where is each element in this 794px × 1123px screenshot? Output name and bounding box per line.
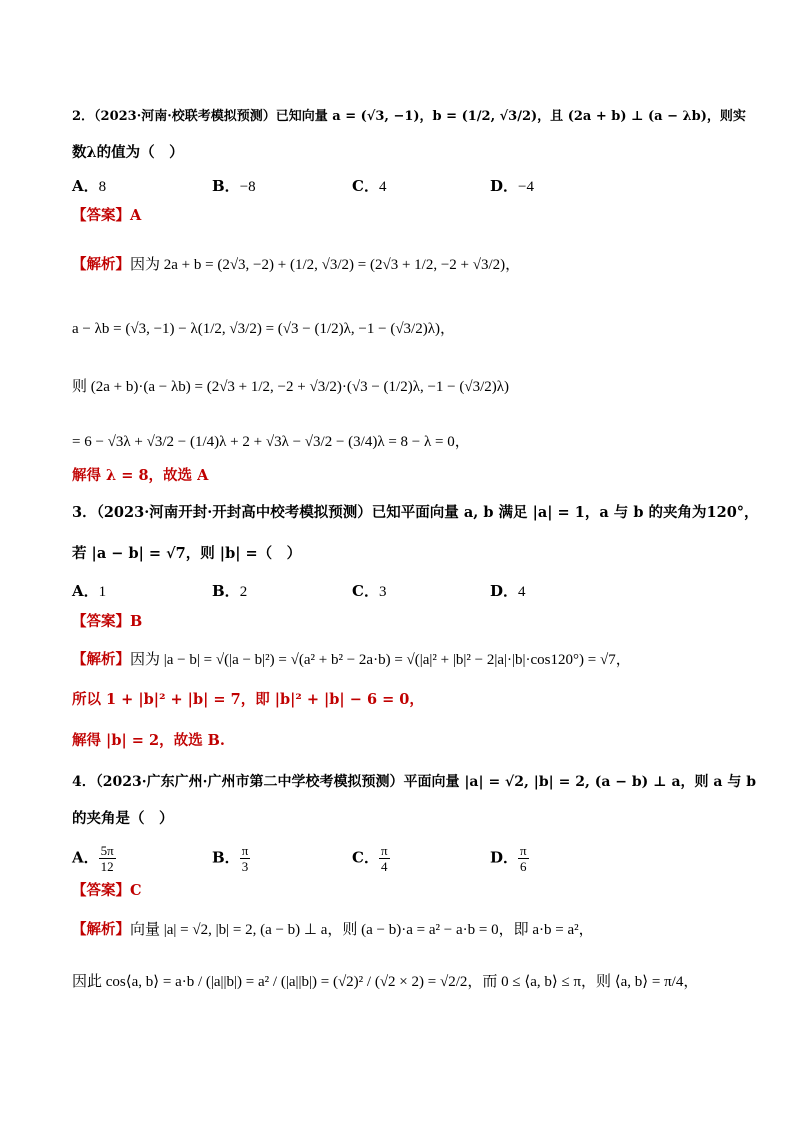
q3-stem-line1: 3．（2023·河南开封·开封高中校考模拟预测）已知平面向量 a, b 满足 |a| = 1，a 与 b 的夹角为120°， (72, 504, 759, 521)
q4-choice-a: A． $\frac{5\pi}{12}$ (72, 843, 114, 874)
q2-choice-c: C．4 (352, 177, 387, 195)
q2-analysis-4: = 6 − √3λ + √3/2 − (1/4)λ + 2 + √3λ − √3/2 − (3/4)λ = 8 − λ = 0， (72, 434, 470, 450)
q3-stem-line2: 若 |a − b| = √7，则 |b| =（ ） (72, 545, 302, 562)
q3-analysis-2: 所以 1 + |b|² + |b| = 7，即 |b|² + |b| − 6 = 0， (72, 691, 424, 708)
q2-analysis-2: a − λb = (√3, −1) − λ(1/2, √3/2) = (√3 − (1/2)λ, −1 − (√3/2)λ)， (72, 321, 455, 337)
q3-choice-b: B．2 (212, 582, 248, 600)
q2-analysis-3: 则 (2a + b)·(a − λb) = (2√3 + 1/2, −2 + √3/2)·(√3 − (1/2)λ, −1 − (√3/2)λ) (72, 379, 510, 395)
q2-stem-line2: 数λ的值为（ ） (72, 144, 184, 161)
q2-choice-b: B．−8 (212, 177, 256, 195)
q3-choice-d: D．4 (490, 582, 526, 600)
q4-stem-line1: 4．（2023·广东广州·广州市第二中学校考模拟预测）平面向量 |a| = √2, |b| = 2, (a − b) ⊥ a，则 a 与 b (72, 774, 757, 790)
q4-choice-d: D． $\frac{\pi}{6}$ (490, 843, 527, 874)
q2-conclusion: 解得 λ = 8，故选 A (72, 467, 209, 484)
q4-analysis-1: 【解析】向量 |a| = √2, |b| = 2, (a − b) ⊥ a，则 (a − b)·a = a² − a·b = 0，即 a·b = a²， (72, 921, 594, 938)
q4-stem-line2: 的夹角是（ ） (72, 810, 174, 827)
q4-answer: 【答案】C (72, 882, 142, 899)
q2-choice-d: D．−4 (490, 177, 534, 195)
q3-choice-c: C．3 (352, 582, 387, 600)
q4-analysis-2: 因此 cos⟨a, b⟩ = a·b / (|a||b|) = a² / (|a||b|) = (√2)² / (√2 × 2) = √2/2，而 0 ≤ ⟨a, b⟩ ≤ π，则 ⟨a, b⟩ = π/4， (72, 974, 699, 990)
q2-answer: 【答案】A (72, 207, 142, 224)
q3-analysis-1: 【解析】因为 |a − b| = √(|a − b|²) = √(a² + b² − 2a·b) = √(|a|² + |b|² − 2|a|·|b|·cos120°) = √7， (72, 651, 631, 668)
q3-conclusion: 解得 |b| = 2，故选 B. (72, 732, 225, 749)
q2-choice-a: A．8 (72, 177, 107, 195)
q2-stem-line1: 2．（2023·河南·校联考模拟预测）已知向量 a = (√3, −1)，b = (1/2, √3/2)，且 (2a + b) ⊥ (a − λb)，则实 (72, 109, 746, 124)
q3-choice-a: A．1 (72, 582, 107, 600)
q2-analysis-1: 【解析】因为 2a + b = (2√3, −2) + (1/2, √3/2) = (2√3 + 1/2, −2 + √3/2)， (72, 256, 521, 273)
q4-choice-c: C． $\frac{\pi}{4}$ (352, 843, 388, 874)
q3-answer: 【答案】B (72, 613, 143, 630)
q4-choice-b: B． $\frac{\pi}{3}$ (212, 843, 249, 874)
